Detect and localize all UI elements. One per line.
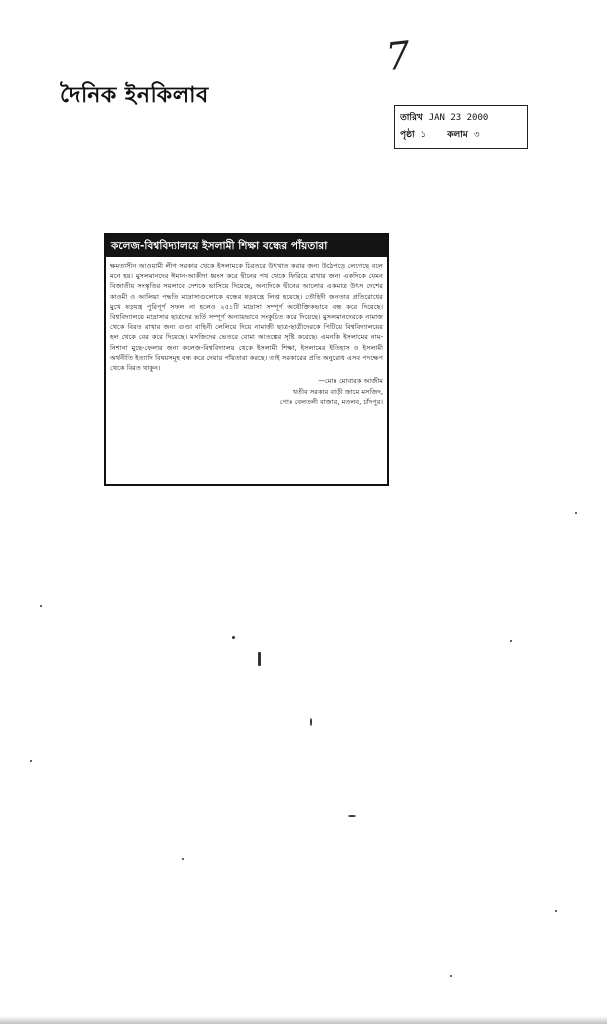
scan-speck [510,640,512,642]
signature-title: খতীব সরকার বাড়ী জামে মসজিদ, [292,387,383,396]
stamp-date-label: তারিখ [400,113,423,123]
scan-speck [182,858,184,860]
stamp-date-row [400,110,522,127]
page-bottom-edge [0,1016,607,1024]
handwritten-page-number: 7 [383,32,413,80]
scan-speck [348,815,356,817]
signature-address: পোঃ বেলতলী বাজার, মতলব, চাঁদপুর। [279,398,383,407]
stamp-page-value: ১ [420,130,427,140]
stamp-column-label: কলাম [447,130,468,140]
scan-speck [575,512,577,514]
article-signature [110,376,383,408]
newspaper-clipping [104,233,389,486]
article-body: ক্ষমতাসীন আওয়ামী লীগ সরকার থেকে ইসলামকে চিরতরে উৎখাত করার জন্য উঠেপড়ে লেগেছে বলে মনে হয়। মুসলমানদের ঈমান-আকীদা ধ্বংস করে দ্বীনের পথ থেকে ফিরিয়ে রাখার জন্য একদিকে যেমন বিজাতীয় সংস্কৃতির সয়লাবে দেশকে ভাসিয়ে দিয়েছে, অন্যদিকে দ্বীনের আলোর একমাত্র উৎস দেশের কাওমী ও আলিয়া পদ্ধতি মাদ্রাসাগুলোকে বন্ধের ষড়যন্ত্রে লিপ্ত হয়েছে। তৌহিদী জনতার প্রতিরোধের মুখে ষড়যন্ত্র পুরিপূর্ণ সফল না হলেও ২৫১টি মাদ্রাসা সম্পূর্ণ অযৌক্তিকভাবে বন্ধ করে দিয়েছে। বিশ্ববিদ্যালয়ে মাদ্রাসার ছাত্রদের ভর্তি সম্পূর্ণ অন্যায়ভাবে সংকুচিত করে দিয়েছে। মুসলমানদেরকে নামাজ থেকে বিরত রাখার জন্য গুণ্ডা বাহিনী লেলিয়ে দিয়ে নামাজী ছাত্র-ছাত্রীদেরকে পিটিয়ে বিশ্ববিদ্যালয়ের হল থেকে বের করে দিয়েছে। মসজিদের ভেতরে বোমা আতঙ্কের সৃষ্টি করেছে। এমনকি ইসলামের নাম-নিশানা মুছে-ফেলার জন্য কলেজ-বিশ্ববিদ্যালয় থেকে ইসলামী শিক্ষা, ইসলামের ইতিহাস ও ইসলামী অর্থনীতি ইত্যাদি বিষয়সমূহ বন্ধ করে দেয়ার পাঁয়তারা করছে। তাই সরকারের প্রতি অনুরোধ এসব পদক্ষেপ থেকে বিরত থাকুন। [110,262,383,373]
newspaper-name: দৈনিক ইনকিলাব [60,83,209,108]
signature-name: —মোঃ মোবারক আজীম [318,377,383,386]
date-stamp [394,105,528,149]
scan-speck [40,605,42,607]
article-headline: কলেজ-বিশ্ববিদ্যালয়ে ইসলামী শিক্ষা বন্ধের পাঁয়তারা [106,235,387,257]
stamp-column-value: ৩ [473,130,480,140]
stamp-date-value: JAN 23 2000 [428,113,489,123]
stamp-page-row [400,127,522,144]
scan-speck [310,718,312,726]
scan-speck [30,760,32,762]
scan-speck [232,636,235,639]
scan-speck [258,652,261,666]
scan-speck [555,910,557,912]
stamp-page-label: পৃষ্ঠা [400,130,415,140]
scan-speck [450,975,452,977]
